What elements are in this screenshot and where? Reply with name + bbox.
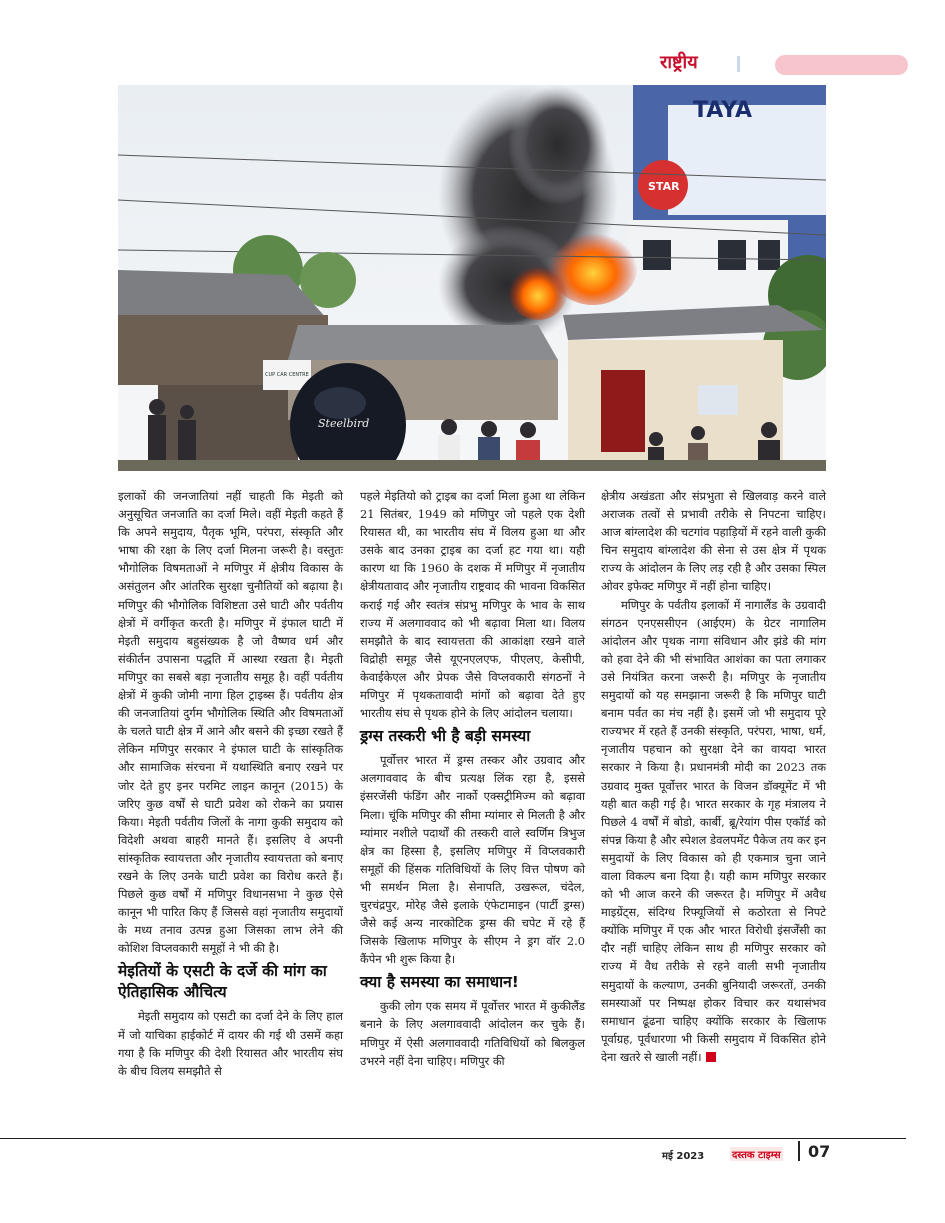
article-photo xyxy=(118,85,826,471)
subheading-drugs-smuggling: ड्रग्स तस्करी भी है बड़ी समस्या xyxy=(360,727,531,746)
subheading-mehti-st-status: मेइतियों के एसटी के दर्जे की मांग का ऐतिहासिक औचित्य xyxy=(118,962,327,1002)
subheading-solution: क्या है समस्या का समाधान! xyxy=(360,973,519,992)
article-paragraph: क्षेत्रीय अखंडता और संप्रभुता से खिलवाड़ करने वाले अराजक तत्वों से प्रभावी तरीके से निपटना चाहिए। आज बांग्लादेश की चटगांव पहाड़ियों में रहने वाली कुकी चिन समुदाय बांग्लादेश की सेना से उस क्षेत्र में पृथक राज्य के आंदोलन के लिए लड़ रही है और उसका स्पिल ओवर इफेक्ट मणिपुर में नहीं होना चाहिए। xyxy=(601,489,826,594)
helmet-brand: Steelbird xyxy=(318,417,370,430)
magazine-logo: दस्तक टाइम्स xyxy=(730,1147,783,1161)
footer-rule xyxy=(0,1138,906,1139)
article-paragraph: इलाकों की जनजातियां नहीं चाहती कि मेइती को अनुसूचित जनजाति का दर्जा मिले। वहीं मेइती कहते हैं कि अपने समुदाय, पैतृक भूमि, परंपरा, संस्कृति और भाषा की रक्षा के लिए दर्जा मिलना जरूरी है। वस्तुतः भौगोलिक विषमताओं ने मणिपुर में क्षेत्रीय विकास के असंतुलन और आंतरिक सुरक्षा चुनौतियों को बढ़ाया है। मणिपुर की भौगोलिक विशिष्टता उसे घाटी और पर्वतीय क्षेत्रों में वर्गीकृत करती है। मणिपुर में इंफाल घाटी में मेइती समुदाय बहुसंख्यक है जो वैष्णव धर्म और संकीर्तन उपासना पद्धति में आस्था रखता है। मेइती मणिपुर का सबसे बड़ा नृजातीय समूह है। वहीं पर्वतीय क्षेत्रों में कुकी जोमी नागा हिल ट्राइब्स हैं। पर्वतीय क्षेत्र की जनजातियां दुर्गम भौगोलिक स्थिति और विषमताओं के चलते घाटी क्षेत्र में आने और बसने की इच्छा रखते हैं लेकिन मणिपुर सरकार ने इंफाल घाटी के सांस्कृतिक और सामाजिक संरचना में यथास्थिति बनाए रखने पर जोर देते हुए इनर परमिट लाइन कानून (2015) के जरिए कुछ वर्षों से घाटी प्रवेश को रोकने का प्रयास किया। मेइती पर्वतीय जिलों के नागा कुकी समुदाय को विदेशी अथवा बाहरी मानते हैं। इसलिए वे अपनी सांस्कृतिक स्वायत्तता और नृजातीय स्वायत्तता को बनाए रखने के लिए उनके घाटी प्रवेश का विरोध करते हैं। पिछले कुछ वर्षों में मणिपुर विधानसभा ने कुछ ऐसे कानून भी पारित किए हैं जिससे वहां नृजातीय समुदायों के मध्य तनाव उत्पन्न हुआ जिसका लाभ लेने की कोशिश विप्लवकारी समूहों ने भी की है। xyxy=(118,489,343,956)
page-number: 07 xyxy=(808,1142,831,1161)
article-paragraph: कुकी लोग एक समय में पूर्वोत्तर भारत में कुकीलैंड बनाने के लिए अलगाववादी आंदोलन कर चुके हैं। मणिपुर में ऐसी अलगाववादी गतिविधियों को बिलकुल उभरने नहीं देना चाहिए। मणिपुर की xyxy=(360,999,585,1068)
article-paragraph: पहले मेइतियो को ट्राइब का दर्जा मिला हुआ था लेकिन 21 सितंबर, 1949 को मणिपुर जो पहले एक देशी रियासत थी, का भारतीय संघ में विलय हुआ था और उसके बाद उनका ट्राइब का दर्जा हट गया था। यही कारण था कि 1960 के दशक में मणिपुर में नृजातीय क्षेत्रीयतावाद और नृजातीय राष्ट्रवाद की भावना विकसित कराई गई और स्वतंत्र संप्रभु मणिपुर के भाव के साथ राज्य में अलगाववाद को भी बढ़ावा मिला था। विलय समझौते के बाद स्वायत्तता की आकांक्षा रखने वाले विद्रोही समूह जैसे यूएनएलएफ, पीएलए, केसीपी, केवाईकेएल और प्रेपक जैसे विप्लवकारी संगठनों ने मणिपुर में पृथकतावादी मांगों को बढ़ावा देते हुए भारतीय संघ से पृथक होने के लिए आंदोलन चलाया। xyxy=(360,489,585,721)
footer-issue-date: मई 2023 xyxy=(662,1151,705,1162)
final-paragraph-text: मणिपुर के पर्वतीय इलाकों में नागालैंड के उग्रवादी संगठन एनएससीएन (आईएम) के ग्रेटर नागालिम आंदोलन और पृथक नागा संविधान और झंडे की मांग को हवा देने की भी संभावित आशंका का पता लगाकर उसे नियंत्रित करना जरूरी है। मणिपुर के नृजातीय समुदायों को यह समझाना जरूरी है कि मणिपुर घाटी बनाम पर्वत का मंच नहीं है। इसमें जो भी समुदाय पूरे राज्यभर में रहते हैं उनकी संस्कृति, परंपरा, भाषा, धर्म, नृजातीय पहचान को सुरक्षा देने का वायदा भारत सरकार ने किया है। प्रधानमंत्री मोदी का 2023 तक उग्रवाद मुक्त पूर्वोत्तर भारत के विजन डॉक्यूमेंट में भी यही बात कही गई है। भारत सरकार के गृह मंत्रालय ने पिछले 4 वर्षों में बोडो, कार्बी, ब्रू/रेयांग पीस एकॉर्ड को संपन्न किया है और स्पेशल डेवलपमेंट पैकेज तय कर इन समुदायों के लिए विकास को ही एकमात्र चुना जाने वाला विकल्प बना दिया है। यही काम मणिपुर सरकार को भी आज करने की जरूरत है। मणिपुर में अवैध माइग्रेंट्स, संदिग्ध रिफ्यूजियों से कठोरता से निपटे क्योंकि मणिपुर में एक और भारत विरोधी इंसर्जेंसी का दौर नहीं चाहिए लेकिन साथ ही मणिपुर सरकार को राज्य में वैध तरीके से रहने वाली सभी नृजातीय समुदायों के कल्याण, उनकी बुनियादी जरूरतों, उनकी समस्याओं पर निष्पक्ष होकर विचार कर यथासंभव समाधान ढूंढना चाहिए क्योंकि सरकार के खिलाफ पूर्वाग्रह, पूर्वधारणा भी किसी समुदाय में विकसित होने देना खतरे से खाली नहीं। xyxy=(601,597,826,1064)
article-column-3 xyxy=(601,487,826,1066)
star-sign: STAR xyxy=(648,180,680,193)
article-paragraph-final xyxy=(601,596,826,1066)
section-label: राष्ट्रीय xyxy=(660,52,698,73)
billboard-text: TAYA xyxy=(693,98,753,123)
article-paragraph: पूर्वोत्तर भारत में ड्रग्स तस्कर और उग्रवाद और अलगाववाद के बीच प्रत्यक्ष लिंक रहा है, इससे इंसरजेंसी फंडिंग और नार्को एक्सट्रीमिज्म को बढ़ावा मिला। चूंकि मणिपुर की सीमा म्यांमार से मिलती है और म्यांमार नशीले पदार्थों की तस्करी वाले स्वर्णिम त्रिभुज क्षेत्र का हिस्सा है, इसलिए मणिपुर में विप्लवकारी समूहों की हिंसक गतिविधियों के लिए वित्त पोषण को भी समर्थन मिला है। सेनापति, उखरूल, चंदेल, चुरचंद्रपुर, मोरेह जैसे इलाके एंफेटामाइन (पार्टी ड्रग्स) जैसे कई अन्य नारकोटिक ड्रग्स की चपेट में रहे हैं जिसके खिलाफ मणिपुर के सीएम ने ड्रग वॉर 2.0 कैंपेन भी शुरू किया है। xyxy=(360,753,585,967)
article-column-2 xyxy=(360,487,585,1070)
footer-divider xyxy=(798,1141,800,1161)
shop-sign: CUP CAR CENTRE xyxy=(265,372,309,378)
article-end-mark xyxy=(706,1052,716,1062)
article-paragraph: मेइती समुदाय को एसटी का दर्जा देने के लिए हाल में जो याचिका हाईकोर्ट में दायर की गई थी उसमें कहा गया है कि मणिपुर की देशी रियासत और भारतीय संघ के बीच विलय समझौते से xyxy=(118,1009,343,1078)
article-column-1 xyxy=(118,487,343,1080)
section-tag-pill xyxy=(775,55,908,75)
section-divider xyxy=(737,56,740,72)
